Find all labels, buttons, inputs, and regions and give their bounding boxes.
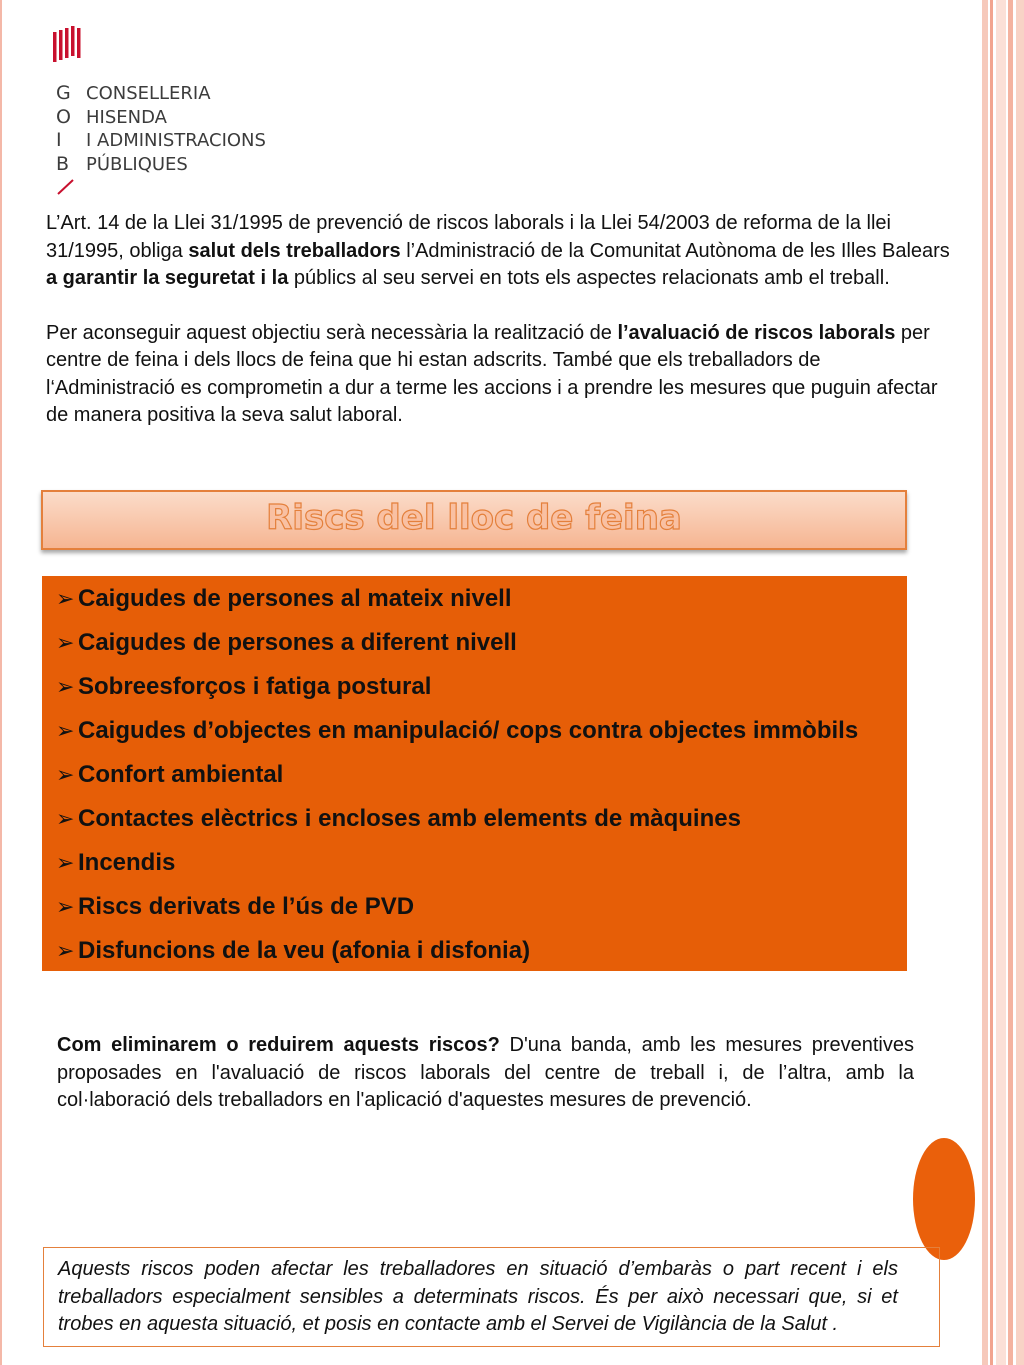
list-item: ➢ Incendis bbox=[56, 847, 894, 879]
section-title-box bbox=[41, 490, 907, 550]
risk-list bbox=[56, 583, 894, 979]
logo-department-name bbox=[86, 82, 266, 176]
arrow-bullet-icon: ➢ bbox=[56, 719, 75, 744]
decorative-border-stripes bbox=[982, 0, 1024, 1365]
logo-line: CONSELLERIA bbox=[86, 83, 211, 104]
intro-text bbox=[46, 210, 950, 457]
logo-line: I ADMINISTRACIONS bbox=[86, 130, 266, 151]
arrow-bullet-icon: ➢ bbox=[56, 675, 75, 700]
prevention-answer: D'una banda, amb les mesures preventives proposades en l'avaluació de riscos laborals del centre de treball i, de l’altra, amb la col·laboració dels treballadors en l'aplicació d'aquestes mesures de prevenció. bbox=[57, 1034, 914, 1111]
sensitive-workers-note: Aquests riscos poden afectar les treballadores en situació d’embaràs o part recent i els treballadors especialment sensibles a determinats riscos. És per això necessari que, si et trobes en aquesta situació, et posis en contacte amb el Servei de Vigilància de la Salut . bbox=[58, 1258, 898, 1335]
slide-left-border bbox=[0, 0, 2, 1365]
list-item: ➢ Confort ambiental bbox=[56, 759, 894, 791]
arrow-bullet-icon: ➢ bbox=[56, 587, 75, 612]
arrow-bullet-icon: ➢ bbox=[56, 631, 75, 656]
logo-letter: B bbox=[56, 152, 70, 175]
arrow-bullet-icon: ➢ bbox=[56, 763, 75, 788]
arrow-bullet-icon: ➢ bbox=[56, 807, 75, 832]
intro-paragraph-2: Per aconseguir aquest objectiu serà necessària la realització de l’avaluació de riscos laborals per centre de feina i dels llocs de feina que hi estan adscrits. També que els treballadors de l‘Administració es comprometin a dur a terme les accions i a prendre les mesures que puguin afectar de manera positiva la seva salut laboral. bbox=[46, 321, 938, 426]
arrow-bullet-icon: ➢ bbox=[56, 895, 75, 920]
logo-letter: I bbox=[56, 129, 62, 151]
arrow-bullet-icon: ➢ bbox=[56, 939, 75, 964]
goib-logo bbox=[50, 26, 310, 196]
goib-emblem-icon bbox=[53, 26, 83, 66]
logo-letter: G bbox=[56, 82, 71, 104]
list-item: ➢ Contactes elèctrics i encloses amb elements de màquines bbox=[56, 803, 894, 835]
list-item: ➢ Caigudes d’objectes en manipulació/ cops contra objectes immòbils bbox=[56, 715, 894, 747]
list-item: ➢ Caigudes de persones a diferent nivell bbox=[56, 627, 894, 659]
prevention-question: Com eliminarem o reduirem aquests riscos? bbox=[57, 1034, 500, 1056]
section-title: Riscs del lloc de feina bbox=[266, 498, 682, 538]
list-item: ➢ Disfuncions de la veu (afonia i disfonia) bbox=[56, 935, 894, 967]
intro-paragraph-1: L’Art. 14 de la Llei 31/1995 de prevenció de riscos laborals i la Llei 54/2003 de reforma de la llei 31/1995, obliga salut dels treballadors l’Administració de la Comunitat Autònoma de les Illes Balears a garantir la seguretat i la públics al seu servei en tots els aspectes relacionats amb el treball. bbox=[46, 212, 950, 289]
logo-slash-icon bbox=[57, 178, 77, 196]
list-item: ➢ Riscs derivats de l’ús de PVD bbox=[56, 891, 894, 923]
arrow-bullet-icon: ➢ bbox=[56, 851, 75, 876]
logo-line: PÚBLIQUES bbox=[86, 153, 188, 175]
logo-line: HISENDA bbox=[86, 106, 167, 128]
logo-letter: O bbox=[56, 105, 71, 128]
logo-letters bbox=[56, 82, 71, 176]
list-item: ➢ Sobreesforços i fatiga postural bbox=[56, 671, 894, 703]
prevention-paragraph bbox=[57, 1032, 914, 1115]
decorative-orange-oval bbox=[913, 1138, 975, 1260]
list-item: ➢ Caigudes de persones al mateix nivell bbox=[56, 583, 894, 615]
